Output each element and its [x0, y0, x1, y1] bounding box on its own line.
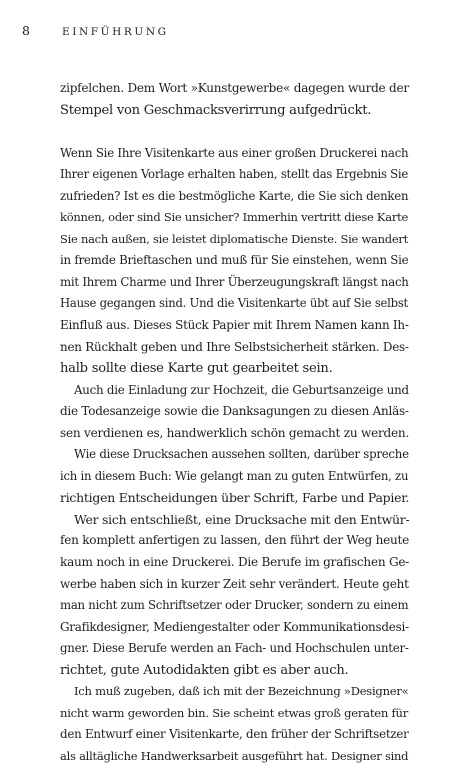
- text-line: nicht warm geworden bin. Sie scheint etwas groß geraten für: [60, 705, 408, 720]
- text-line: in fremde Brieftaschen und muß für Sie einstehen, wenn Sie: [60, 253, 409, 268]
- text-line: Einfluß aus. Dieses Stück Papier mit Ihrem Namen kann Ih-: [60, 318, 409, 333]
- text-line: man nicht zum Schriftsetzer oder Drucker, sondern zu einem: [60, 598, 409, 613]
- text-line: Auch die Einladung zur Hochzeit, die Geburtsanzeige und: [74, 382, 409, 397]
- text-line: gner. Diese Berufe werden an Fach- und Hochschulen unter-: [60, 641, 409, 656]
- text-line: kaum noch in eine Druckerei. Die Berufe im grafischen Ge-: [60, 555, 410, 570]
- running-head: EINFÜHRUNG: [62, 26, 169, 38]
- text-line: zufrieden? Ist es die bestmögliche Karte, die Sie sich denken: [60, 188, 409, 203]
- text-line: richtet, gute Autodidakten gibt es aber auch.: [60, 662, 349, 678]
- text-line: Stempel von Geschmacksverirrung aufgedrückt.: [60, 102, 372, 118]
- text-line: Hause gegangen sind. Und die Visitenkarte übt auf Sie selbst: [60, 296, 408, 311]
- text-line: Wer sich entschließt, eine Drucksache mit den Entwür-: [74, 511, 410, 527]
- text-line: sen verdienen es, handwerklich schön gemacht zu werden.: [60, 425, 410, 440]
- text-line: können, oder sind Sie unsicher? Immerhin vertritt diese Karte: [60, 210, 408, 225]
- text-line: zipfelchen. Dem Wort »Kunstgewerbe« dagegen wurde der: [60, 81, 409, 95]
- text-line: Wie diese Drucksachen aussehen sollten, darüber spreche: [74, 447, 409, 462]
- text-line: Grafikdesigner, Mediengestalter oder Kommunikationsdesi-: [60, 619, 409, 634]
- page-number: 8: [22, 23, 30, 38]
- text-line: die Todesanzeige sowie die Danksagungen zu diesen Anläs-: [60, 404, 409, 419]
- text-line: Sie nach außen, sie leistet diplomatische Dienste. Sie wandert: [60, 231, 408, 246]
- text-line: richtigen Entscheidungen über Schrift, Farbe und Papier.: [60, 490, 410, 506]
- text-line: fen komplett anfertigen zu lassen, den führt der Weg heute: [60, 533, 410, 548]
- paragraph-gap: [60, 121, 410, 143]
- text-line: nen Rückhalt geben und Ihre Selbstsicherheit stärken. Des-: [60, 339, 409, 354]
- text-line: Ihrer eigenen Vorlage erhalten haben, stellt das Ergebnis Sie: [60, 167, 409, 182]
- text-line: den Entwurf einer Visitenkarte, den früher der Schriftsetzer: [60, 727, 409, 742]
- text-line: Wenn Sie Ihre Visitenkarte aus einer großen Druckerei nach: [60, 145, 409, 160]
- text-line: mit Ihrem Charme und Ihrer Überzeugungskraft längst nach: [60, 274, 409, 289]
- text-line: Ich muß zugeben, daß ich mit der Bezeichnung »Designer«: [74, 684, 409, 699]
- text-line: ich in diesem Buch: Wie gelangt man zu guten Entwürfen, zu: [60, 468, 409, 483]
- text-line: werbe haben sich in kurzer Zeit sehr verändert. Heute geht: [60, 576, 409, 591]
- body-text: [60, 78, 410, 768]
- text-line: halb sollte diese Karte gut gearbeitet sein.: [60, 361, 333, 377]
- text-line: als alltägliche Handwerksarbeit ausgeführt hat. Designer sind: [60, 748, 409, 763]
